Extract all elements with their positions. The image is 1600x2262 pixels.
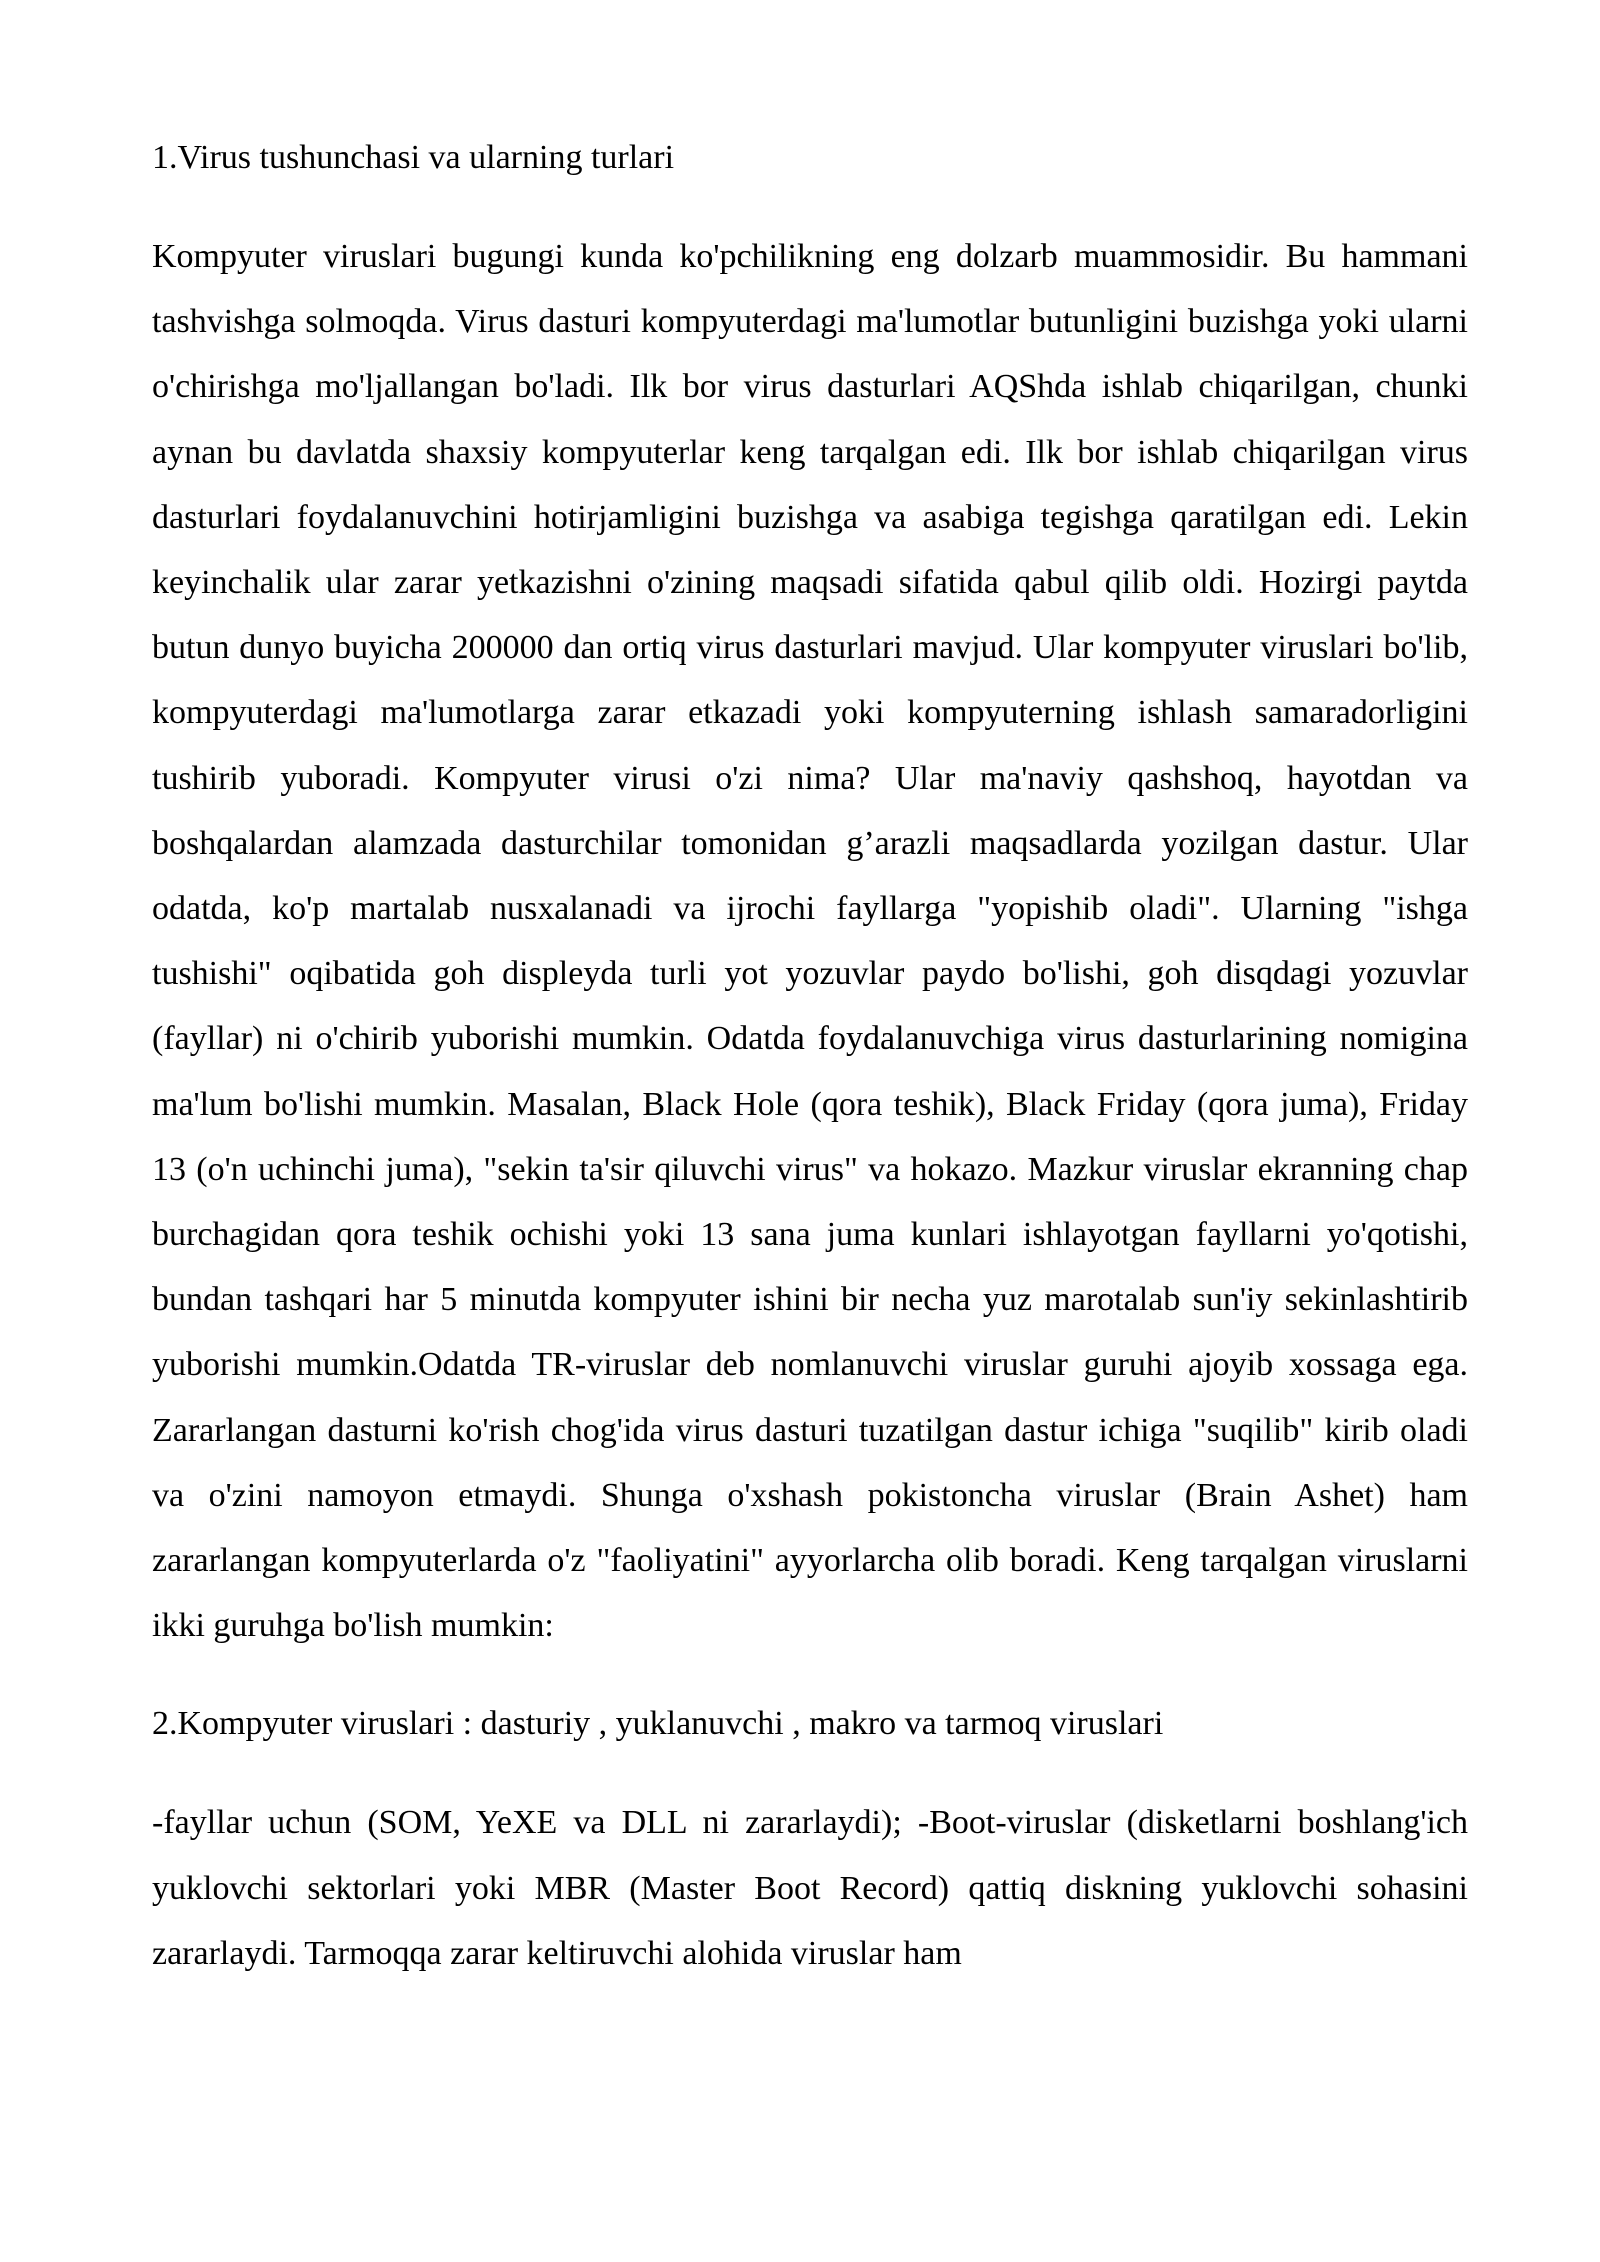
section-1-paragraph: Kompyuter viruslari bugungi kunda ko'pchilikning eng dolzarb muammosidir. Bu hammani tashvishga solmoqda. Virus dasturi kompyuterdagi ma'lumotlar butunligini buzishga yoki ularni o'chirishga mo'ljallangan bo'ladi. Ilk bor virus dasturlari AQShda ishlab chiqarilgan, chunki aynan bu davlatda shaxsiy kompyuterlar keng tarqalgan edi. Ilk bor ishlab chiqarilgan virus dasturlari foydalanuvchini hotirjamligini buzishga va asabiga tegishga qaratilgan edi. Lekin keyinchalik ular zarar yetkazishni o'zining maqsadi sifatida qabul qilib oldi. Hozirgi paytda butun dunyo buyicha 200000 dan ortiq virus dasturlari mavjud. Ular kompyuter viruslari bo'lib, kompyuterdagi ma'lumotlarga zarar etkazadi yoki kompyuterning ishlash samaradorligini tushirib yuboradi. Kompyuter virusi o'zi nima? Ular ma'naviy qashshoq, hayotdan va boshqalardan alamzada dasturchilar tomonidan g’arazli maqsadlarda yozilgan dastur. Ular odatda, ko'p martalab nusxalanadi va ijrochi fayllarga "yopishib oladi". Ularning "ishga tushishi" oqibatida goh displeyda turli yot yozuvlar paydo bo'lishi, goh disqdagi yozuvlar (fayllar) ni o'chirib yuborishi mumkin. Odatda foydalanuvchiga virus dasturlarining nomigina ma'lum bo'lishi mumkin. Masalan, Black Hole (qora teshik), Black Friday (qora juma), Friday 13 (o'n uchinchi juma), "sekin ta'sir qiluvchi virus" va hokazo. Mazkur viruslar ekranning chap burchagidan qora teshik ochishi yoki 13 sana juma kunlari ishlayotgan fayllarni yo'qotishi, bundan tashqari har 5 minutda kompyuter ishini bir necha yuz marotalab sun'iy sekinlashtirib yuborishi mumkin.Odatda TR-viruslar deb nomlanuvchi viruslar guruhi ajoyib xossaga ega. Zararlangan dasturni ko'rish chog'ida virus dasturi tuzatilgan dastur ichiga "suqilib" kirib oladi va o'zini namoyon etmaydi. Shunga o'xshash pokistoncha viruslar (Brain Ashet) ham zararlangan kompyuterlarda o'z "faoliyatini" ayyorlarcha olib boradi. Keng tarqalgan viruslarni ikki guruhga bo'lish mumkin:	[152, 238, 1468, 1645]
section-2-paragraph: -fayllar uchun (SOM, YeXE va DLL ni zararlaydi); -Boot-viruslar (disketlarni boshlang'ich yuklovchi sektorlari yoki MBR (Master Boot Record) qattiq diskning yuklovchi sohasini zararlaydi. Tarmoqqa zarar keltiruvchi alohida viruslar ham	[152, 1804, 1468, 1972]
section-1-heading: 1.Virus tushunchasi va ularning turlari	[152, 139, 675, 176]
section-2-heading: 2.Kompyuter viruslari : dasturiy , yuklanuvchi , makro va tarmoq viruslari	[152, 1705, 1164, 1743]
document-page	[152, 128, 1468, 2022]
